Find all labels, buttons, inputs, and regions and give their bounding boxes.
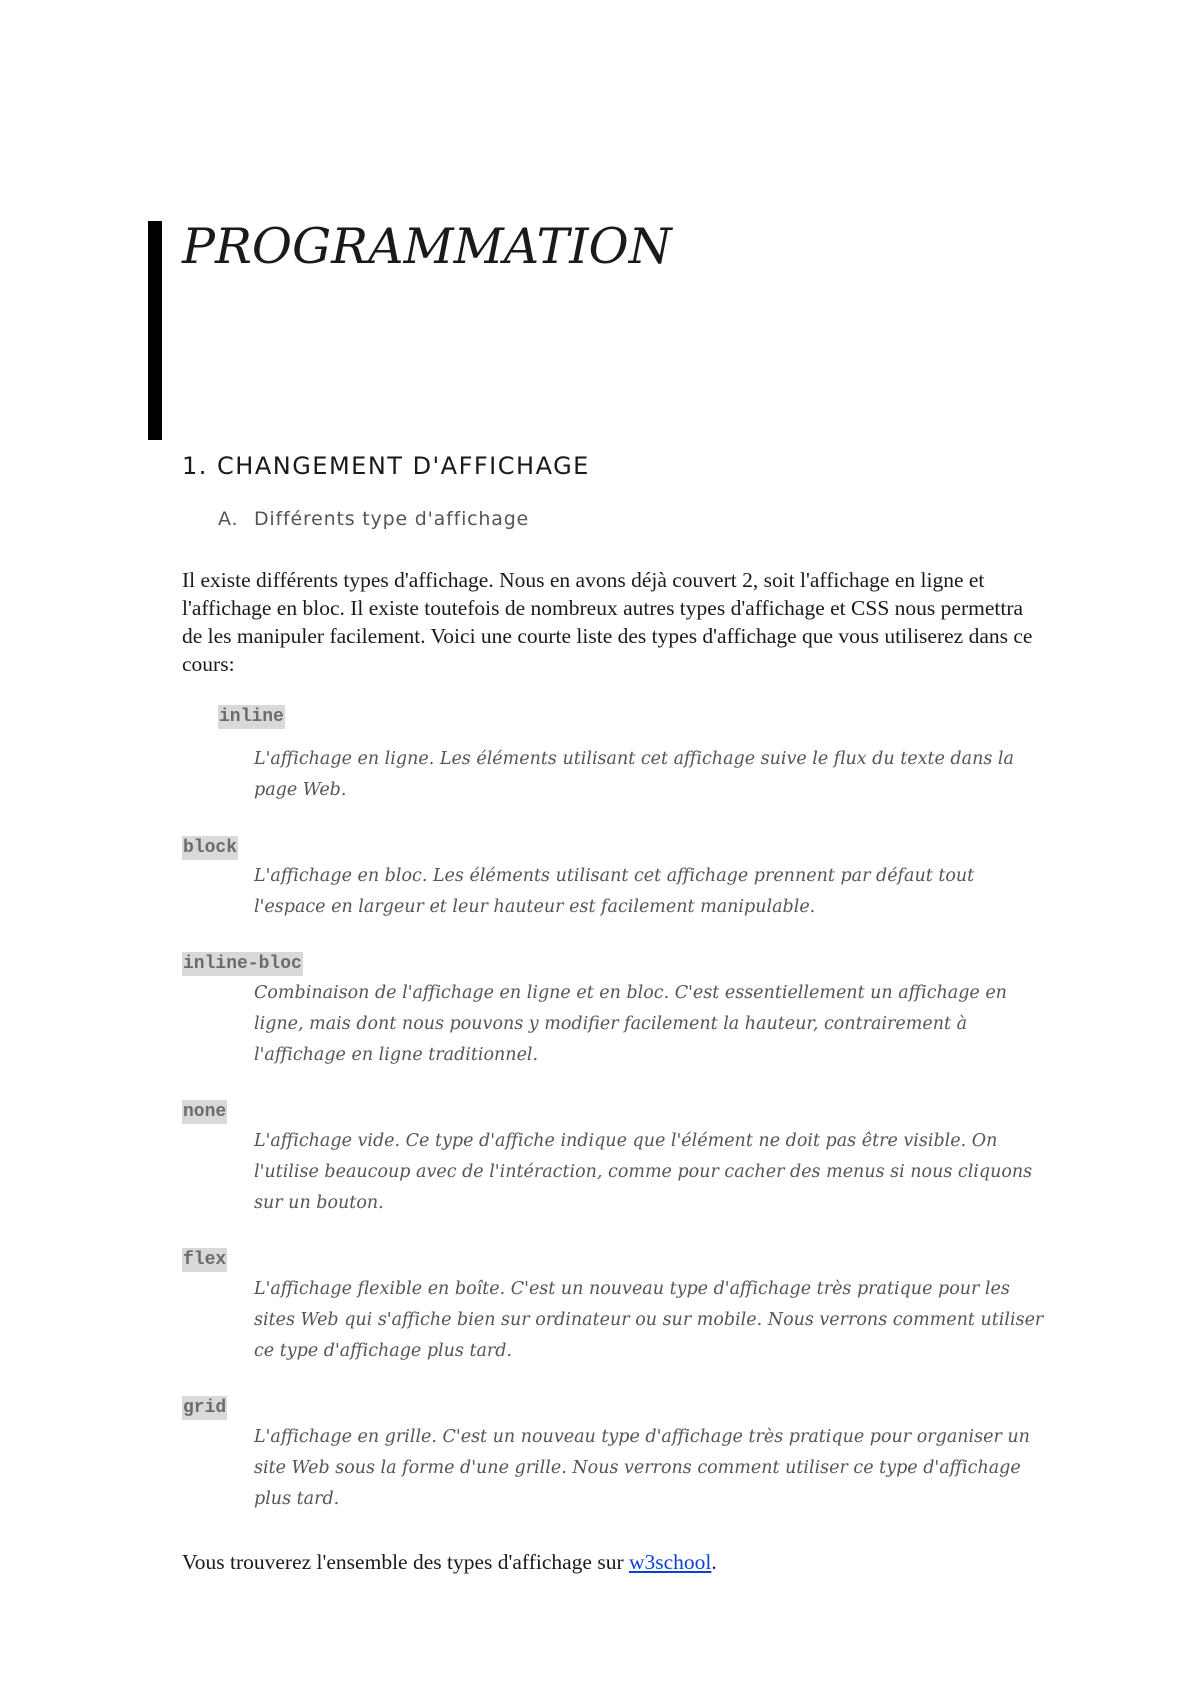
definition-flex: L'affichage flexible en boîte. C'est un nouveau type d'affichage très pratique pour les sites Web qui s'affiche bien sur ordinateur ou sur mobile. Nous verrons comment utiliser ce type d'affichage plus tard. [254, 1279, 1044, 1361]
term-inline: inline [219, 707, 284, 727]
definition-inline: L'affichage en ligne. Les éléments utilisant cet affichage suive le flux du texte dans la page Web. [254, 749, 1014, 800]
term-grid: grid [183, 1398, 227, 1418]
definition-block: L'affichage en bloc. Les éléments utilisant cet affichage prennent par défaut tout l'espace en largeur et leur hauteur est facilement manipulable. [254, 866, 975, 917]
title-accent-bar [148, 221, 162, 440]
document-title: PROGRAMMATION [182, 218, 672, 275]
intro-paragraph: Il existe différents types d'affichage. Nous en avons déjà couvert 2, soit l'affichage en ligne et l'affichage en bloc. Il existe toutefois de nombreux autres types d'affichage et CSS nous permettra de les manipuler facilement. Voici une courte liste des types d'affichage que vous utiliserez dans ce cours: [182, 568, 1033, 676]
definition-none: L'affichage vide. Ce type d'affiche indique que l'élément ne doit pas être visible. On l'utilise beaucoup avec de l'intéraction, comme pour cacher des menus si nous cliquons sur un bouton. [254, 1131, 1033, 1213]
term-inline-bloc: inline-bloc [183, 954, 302, 974]
term-flex: flex [183, 1250, 227, 1270]
closing-period: . [711, 1550, 717, 1574]
term-none: none [183, 1102, 227, 1122]
definition-inline-bloc: Combinaison de l'affichage en ligne et en bloc. C'est essentiellement un affichage en ligne, mais dont nous pouvons y modifier facilement la hauteur, contrairement à l'affichage en ligne traditionnel. [254, 983, 1007, 1065]
closing-paragraph [182, 1548, 717, 1576]
section-heading: 1. CHANGEMENT D'AFFICHAGE [182, 452, 590, 480]
subsection-label: Différents type d'affichage [254, 508, 530, 530]
subsection-heading [218, 508, 529, 531]
w3school-link[interactable]: w3school [628, 1550, 712, 1574]
subsection-marker: A. [218, 508, 239, 530]
term-block: block [183, 838, 238, 858]
closing-text: Vous trouverez l'ensemble des types d'affichage sur [182, 1550, 629, 1574]
definition-grid: L'affichage en grille. C'est un nouveau type d'affichage très pratique pour organiser un site Web sous la forme d'une grille. Nous verrons comment utiliser ce type d'affichage plus tard. [254, 1427, 1030, 1509]
